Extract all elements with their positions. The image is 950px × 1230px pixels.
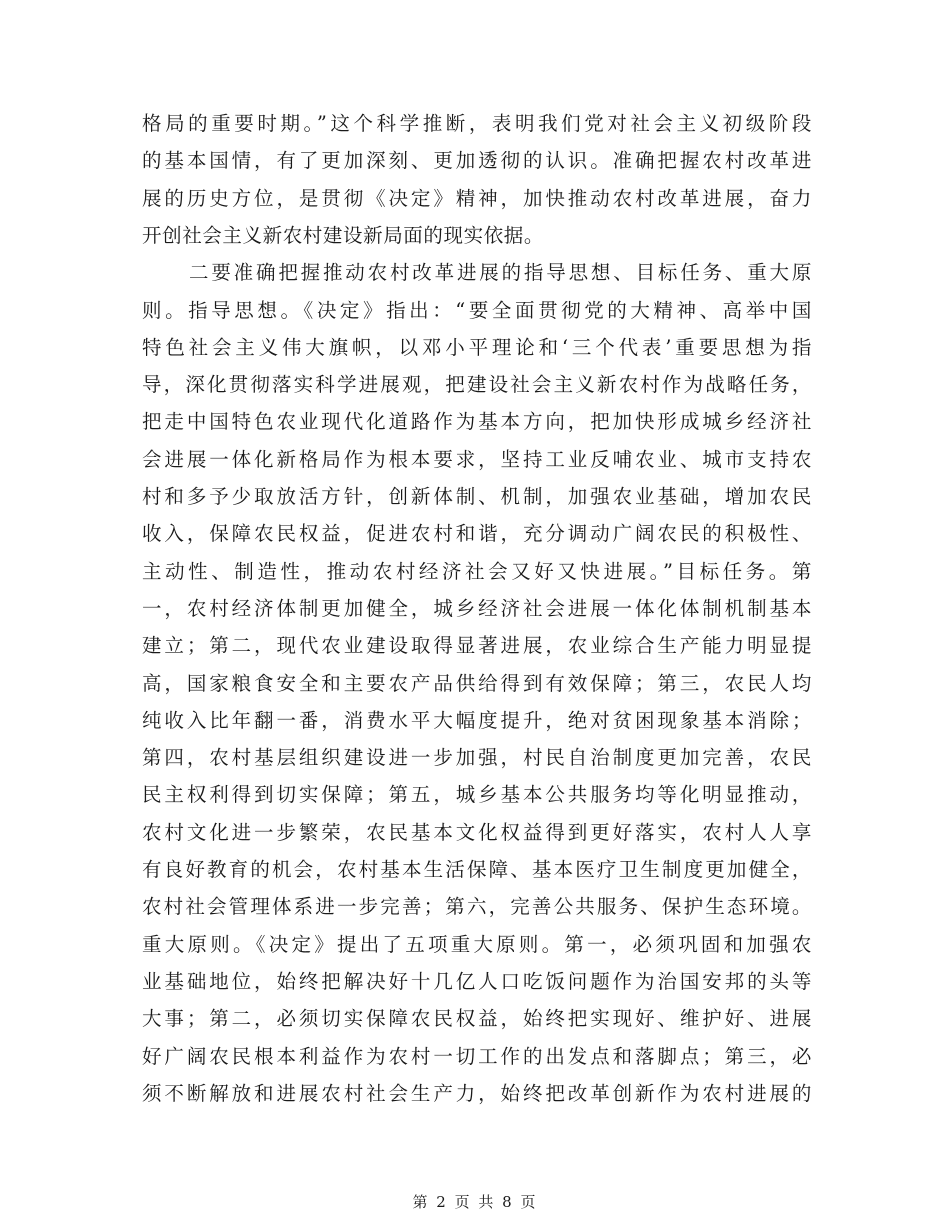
- text-line: 纯收入比年翻一番，消费水平大幅度提升，绝对贫困现象基本消除；: [142, 708, 812, 732]
- text-line: 民主权利得到切实保障；第五，城乡基本公共服务均等化明显推动，: [142, 783, 812, 807]
- text-line: 高，国家粮食安全和主要农产品供给得到有效保障；第三，农民人均: [142, 671, 812, 695]
- paragraph-first-line: 二要准确把握推动农村改革进展的指导思想、目标任务、重大原: [189, 261, 812, 285]
- text-line: 会进展一体化新格局作为根本要求，坚持工业反哺农业、城市支持农: [142, 447, 812, 471]
- text-line: 村和多予少取放活方针，创新体制、机制，加强农业基础，增加农民: [142, 485, 812, 508]
- text-line: 第四，农村基层组织建设进一步加强，村民自治制度更加完善，农民: [142, 746, 812, 770]
- text-line: 展的历史方位，是贯彻《决定》精神，加快推动农村改革进展，奋力: [142, 186, 812, 210]
- text-line: 收入，保障农民权益，促进农村和谐，充分调动广阔农民的积极性、: [142, 522, 812, 546]
- text-line: 好广阔农民根本利益作为农村一切工作的出发点和落脚点；第三，必: [142, 1044, 812, 1068]
- text-line: 特色社会主义伟大旗帜，以邓小平理论和‘三个代表’重要思想为指: [142, 335, 812, 359]
- text-line: 建立；第二，现代农业建设取得显著进展，农业综合生产能力明显提: [142, 634, 812, 658]
- text-line: 的基本国情，有了更加深刻、更加透彻的认识。准确把握农村改革进: [142, 149, 812, 173]
- text-line: 导，深化贯彻落实科学进展观，把建设社会主义新农村作为战略任务，: [142, 373, 812, 397]
- text-line: 大事；第二，必须切实保障农民权益，始终把实现好、维护好、进展: [142, 1007, 812, 1031]
- text-line: 有良好教育的机会，农村基本生活保障、基本医疗卫生制度更加健全，: [142, 858, 812, 881]
- text-line: 开创社会主义新农村建设新局面的现实依据。: [142, 223, 545, 247]
- text-line: 主动性、制造性，推动农村经济社会又好又快进展。”目标任务。第: [142, 559, 812, 583]
- text-line: 一，农村经济体制更加健全，城乡经济社会进展一体化体制机制基本: [142, 596, 812, 620]
- text-line: 业基础地位，始终把解决好十几亿人口吃饭问题作为治国安邦的头等: [142, 969, 812, 993]
- page-number-footer: 第 2 页 共 8 页: [412, 1193, 538, 1211]
- text-line: 把走中国特色农业现代化道路作为基本方向，把加快形成城乡经济社: [142, 410, 812, 434]
- text-line: 格局的重要时期。”这个科学推断，表明我们党对社会主义初级阶段: [142, 112, 812, 135]
- text-line: 农村文化进一步繁荣，农民基本文化权益得到更好落实，农村人人享: [142, 820, 812, 844]
- text-line: 须不断解放和进展农村社会生产力，始终把改革创新作为农村进展的: [142, 1081, 812, 1105]
- text-line: 重大原则。《决定》提出了五项重大原则。第一，必须巩固和加强农: [142, 932, 812, 956]
- text-line: 农村社会管理体系进一步完善；第六，完善公共服务、保护生态环境。: [142, 895, 812, 919]
- text-line: 则。指导思想。《决定》指出：“要全面贯彻党的大精神、高举中国: [142, 298, 812, 322]
